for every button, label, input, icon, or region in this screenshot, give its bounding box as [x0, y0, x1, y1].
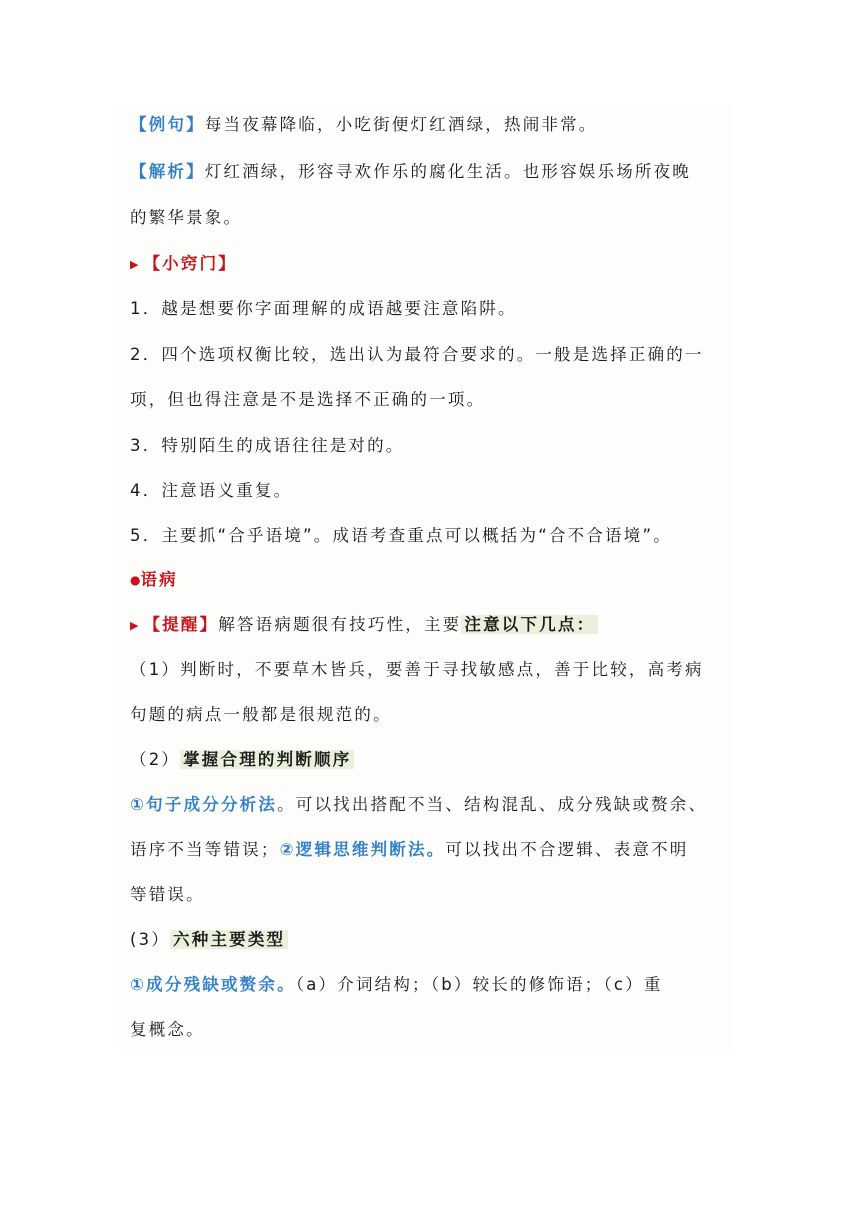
reminder-line [130, 610, 598, 640]
method2-text: 可以找出不合逻辑、表意不明 [445, 840, 689, 859]
point1-line-1: （1）判断时，不要草木皆兵，要善于寻找敏感点，善于比较，高考病 [130, 660, 704, 679]
point2-highlight: 掌握合理的判断顺序 [180, 750, 354, 769]
type1-text: （a）介词结构；（b）较长的修饰语；（c）重 [295, 975, 663, 994]
section-heading [130, 565, 178, 595]
reminder-tag: 【提醒】 [143, 615, 219, 634]
example-text: 每当夜幕降临，小吃街便灯红酒绿，热闹非常。 [204, 115, 598, 134]
methods-line-3: 等错误。 [130, 885, 205, 904]
method1-label: ①句子成分分析法 [130, 795, 278, 814]
type1-line-1 [130, 970, 663, 1000]
point2-line [130, 745, 354, 775]
tips-item-2-cont: 项，但也得注意是不是选择不正确的一项。 [130, 390, 486, 409]
point3-highlight: 六种主要类型 [170, 930, 288, 949]
analysis-line-2: 的繁华景象。 [130, 208, 243, 227]
tips-heading [130, 249, 237, 279]
tips-item-5: 5．主要抓“合乎语境”。成语考查重点可以概括为“合不合语境”。 [130, 526, 672, 545]
bullet-dot-icon: ● [130, 573, 141, 587]
tips-item-3: 3．特别陌生的成语往往是对的。 [130, 436, 405, 455]
tips-item-1: 1．越是想要你字面理解的成语越要注意陷阱。 [130, 299, 517, 318]
section-title: 语病 [140, 570, 178, 589]
reminder-highlight: 注意以下几点： [461, 615, 598, 634]
type1-label: ①成分残缺或赘余。 [130, 975, 296, 994]
reminder-text: 解答语病题很有技巧性，主要 [218, 615, 462, 634]
point1-line-2: 句题的病点一般都是很规范的。 [130, 705, 392, 724]
point3-prefix: (3） [130, 930, 171, 949]
method2-label: ②逻辑思维判断法。 [279, 840, 446, 859]
tips-item-4: 4．注意语义重复。 [130, 481, 293, 500]
analysis-line-1 [130, 157, 691, 187]
tips-item-2: 2．四个选项权衡比较，选出认为最符合要求的。一般是选择正确的一 [130, 345, 704, 364]
triangle-right-icon: ▶ [130, 258, 139, 271]
point2-prefix: （2） [130, 750, 181, 769]
example-tag: 【例句】 [130, 115, 205, 134]
analysis-tag: 【解析】 [130, 162, 205, 181]
method1-text: 。可以找出搭配不当、结构混乱、成分残缺或赘余、 [277, 795, 708, 814]
document-page [118, 104, 732, 1050]
analysis-text-1: 灯红酒绿，形容寻欢作乐的腐化生活。也形容娱乐场所夜晚 [204, 162, 692, 181]
type1-line-2: 复概念。 [130, 1020, 205, 1039]
methods-line-2-text: 语序不当等错误； [130, 840, 280, 859]
methods-line-1 [130, 790, 707, 820]
methods-line-2 [130, 835, 689, 865]
triangle-right-icon: ▶ [130, 619, 139, 632]
point3-line [130, 925, 288, 955]
example-line [130, 110, 598, 140]
tips-tag: 【小窍门】 [143, 254, 237, 273]
